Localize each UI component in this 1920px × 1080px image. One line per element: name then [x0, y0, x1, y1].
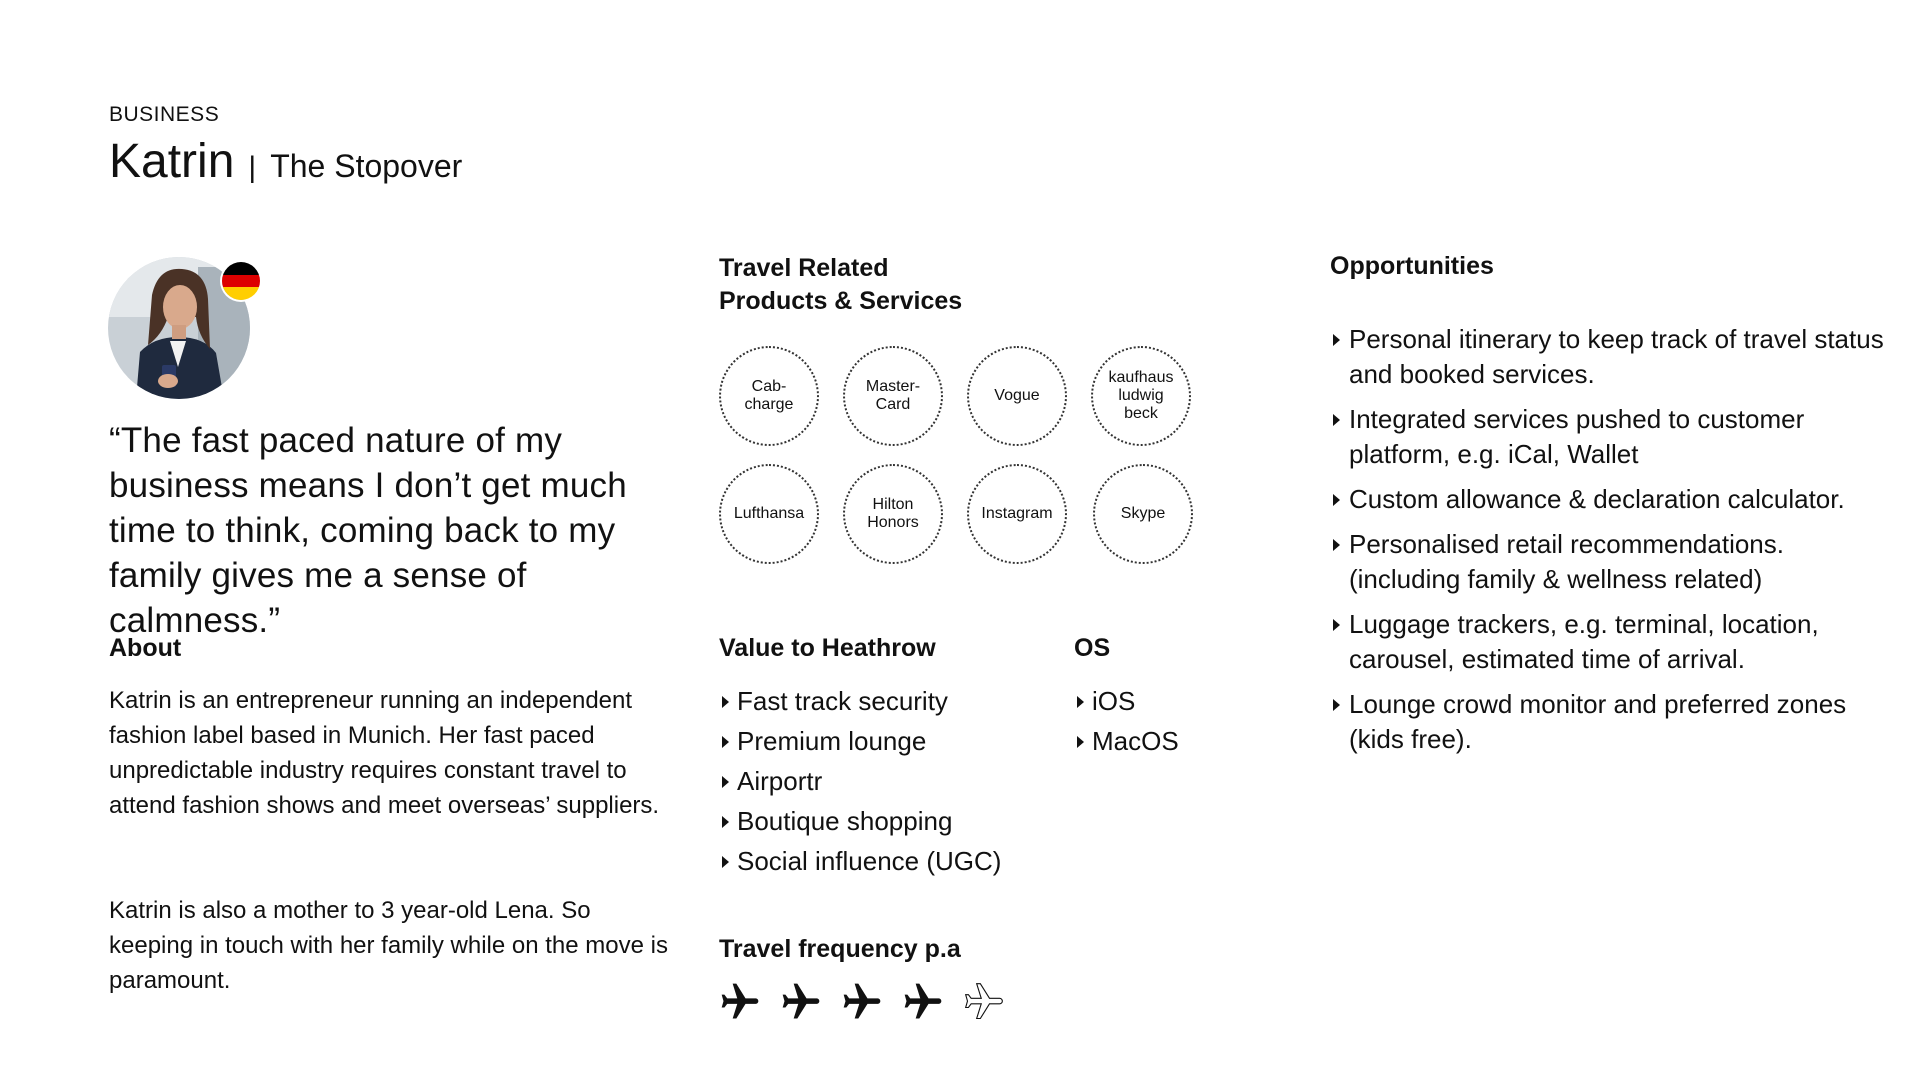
list-item: MacOS [1074, 721, 1179, 761]
list-item: Personal itinerary to keep track of travel status and booked services. [1330, 322, 1900, 392]
product-badge-instagram [967, 464, 1067, 564]
list-item: Lounge crowd monitor and preferred zones (kids free). [1330, 687, 1900, 757]
list-item: Luggage trackers, e.g. terminal, location, carousel, estimated time of arrival. [1330, 607, 1900, 677]
product-badge-kaufhaus [1091, 346, 1191, 446]
opportunities-heading: Opportunities [1330, 252, 1494, 280]
list-item: Airportr [719, 761, 1001, 801]
persona-quote: “The fast paced nature of my business means I don’t get much time to think, coming back to my family gives me a sense of calmness.” [109, 421, 627, 640]
product-badge-lufthansa [719, 464, 819, 564]
value-list [719, 681, 1001, 881]
product-label: Instagram [981, 505, 1053, 522]
list-item: Integrated services pushed to customer platform, e.g. iCal, Wallet [1330, 402, 1900, 472]
persona-name: Katrin [109, 135, 235, 188]
os-list [1074, 681, 1179, 761]
frequency-rating [718, 980, 1023, 1024]
product-label: Honors [867, 514, 919, 531]
products-heading-line: Travel Related [719, 254, 889, 282]
frequency-heading: Travel frequency p.a [719, 935, 961, 963]
product-label: Master- [865, 378, 921, 395]
airplane-icon [901, 980, 945, 1024]
title-separator: | [248, 151, 257, 184]
product-badge-hilton [843, 464, 943, 564]
product-label: kaufhaus [1108, 369, 1174, 386]
product-label: beck [1124, 405, 1158, 422]
about-paragraph: Katrin is also a mother to 3 year-old Lena. So keeping in touch with her family while on the move is paramount. [109, 897, 668, 994]
product-label: ludwig [1118, 387, 1164, 404]
list-item: Custom allowance & declaration calculator. [1330, 482, 1900, 517]
products-heading-line: Products & Services [719, 287, 963, 315]
about-heading: About [109, 634, 182, 662]
os-heading: OS [1074, 634, 1111, 662]
airplane-icon [962, 980, 1006, 1024]
persona-type: The Stopover [270, 148, 463, 184]
product-label: Card [875, 396, 911, 413]
products-heading [719, 252, 1039, 318]
page-title [109, 134, 462, 189]
germany-flag-icon [222, 262, 260, 300]
list-item: iOS [1074, 681, 1179, 721]
product-label: Hilton [872, 496, 914, 513]
persona-category: BUSINESS [109, 103, 220, 126]
list-item: Personalised retail recommendations. (including family & wellness related) [1330, 527, 1900, 597]
product-badge-mastercard [843, 346, 943, 446]
products-grid [719, 346, 1209, 570]
list-item: Premium lounge [719, 721, 1001, 761]
opportunities-list [1330, 322, 1900, 767]
product-label: Vogue [994, 387, 1040, 404]
airplane-icon [840, 980, 884, 1024]
list-item: Fast track security [719, 681, 1001, 721]
product-badge-cabcharge [719, 346, 819, 446]
value-heading: Value to Heathrow [719, 634, 936, 662]
product-label: Lufthansa [733, 505, 805, 522]
about-paragraph: Katrin is an entrepreneur running an independent fashion label based in Munich. Her fast paced unpredictable industry requires constant travel to attend fashion shows and meet overseas’ suppliers. [109, 687, 660, 819]
list-item: Social influence (UGC) [719, 841, 1001, 881]
product-badge-skype [1093, 464, 1193, 564]
product-badge-vogue [967, 346, 1067, 446]
product-label: charge [744, 396, 794, 413]
product-label: Skype [1120, 505, 1166, 522]
product-label: Cab- [751, 378, 787, 395]
airplane-icon [779, 980, 823, 1024]
list-item: Boutique shopping [719, 801, 1001, 841]
airplane-icon [718, 980, 762, 1024]
